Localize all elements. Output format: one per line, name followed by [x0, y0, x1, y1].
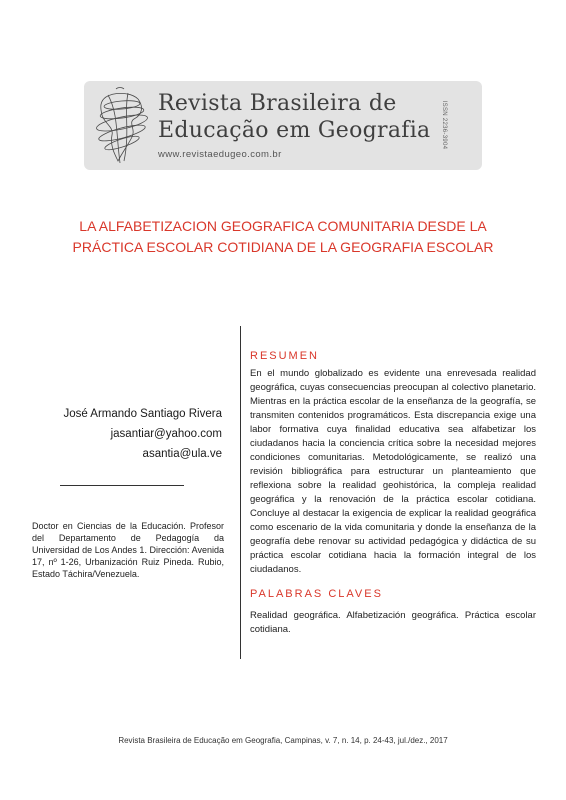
author-block [20, 404, 222, 464]
author-name: José Armando Santiago Rivera [63, 408, 222, 420]
journal-name [158, 90, 430, 144]
author-email-2[interactable]: asantia@ula.ve [142, 448, 222, 460]
issn: ISSN 2236-3904 [441, 100, 447, 150]
author-email-1[interactable]: jasantiar@yahoo.com [110, 428, 222, 440]
footer-citation: Revista Brasileira de Educação em Geografia, Campinas, v. 7, n. 14, p. 24-43, jul./dez., 2017 [118, 736, 448, 745]
journal-name-line2: Educação em Geografia [158, 118, 431, 143]
palabras-claves-heading: PALABRAS CLAVES [250, 588, 383, 600]
author-affiliation: Doctor en Ciencias de la Educación. Profesor del Departamento de Pedagogía da Universidad de Los Andes 1. Dirección: Avenida 17, nº 1-26, Urbanización Ruiz Pineda. Rubio, Estado Táchira/Venezuela. [32, 521, 224, 579]
journal-url[interactable]: www.revistaedugeo.com.br [158, 149, 282, 160]
journal-name-line1: Revista Brasileira de [158, 91, 397, 116]
author-divider [60, 485, 184, 486]
article-title: LA ALFABETIZACION GEOGRAFICA COMUNITARIA DESDE LA PRÁCTICA ESCOLAR COTIDIANA DE LA GEOGRAFIA ESCOLAR [72, 218, 494, 255]
globe-logo-icon [88, 83, 164, 167]
column-divider [240, 326, 241, 659]
resumen-text: En el mundo globalizado es evidente una enrevesada realidad geográfica, cuyas consecuencias preocupan al colectivo planetario. Mientras en la práctica escolar de la enseñanza de la geografía, se transmiten contenidos programáticos. Esta discrepancia exige una labor formativa cuya finalidad educativa sea alfabetizar los ciudadanos hacia la conciencia crítica sobre la necesidad mejores condiciones comunitarias. Metodológicamente, se realizó una revisión bibliográfica para estructurar un planteamiento que reflexiona sobre la realidad geohistórica, la compleja realidad geográfica y la renovación de la práctica escolar cotidiana. Concluye al destacar la exigencia de explicar la realidad geográfica como escenario de la vida comunitaria y donde la enseñanza de la geografía debe renovar su actividad pedagógica y didáctica de su práctica escolar cotidiana hacia la formación integral de los ciudadanos. [250, 368, 536, 575]
journal-header [84, 81, 482, 170]
palabras-claves-text: Realidad geográfica. Alfabetización geográfica. Práctica escolar cotidiana. [250, 610, 536, 635]
resumen-heading: RESUMEN [250, 350, 320, 362]
